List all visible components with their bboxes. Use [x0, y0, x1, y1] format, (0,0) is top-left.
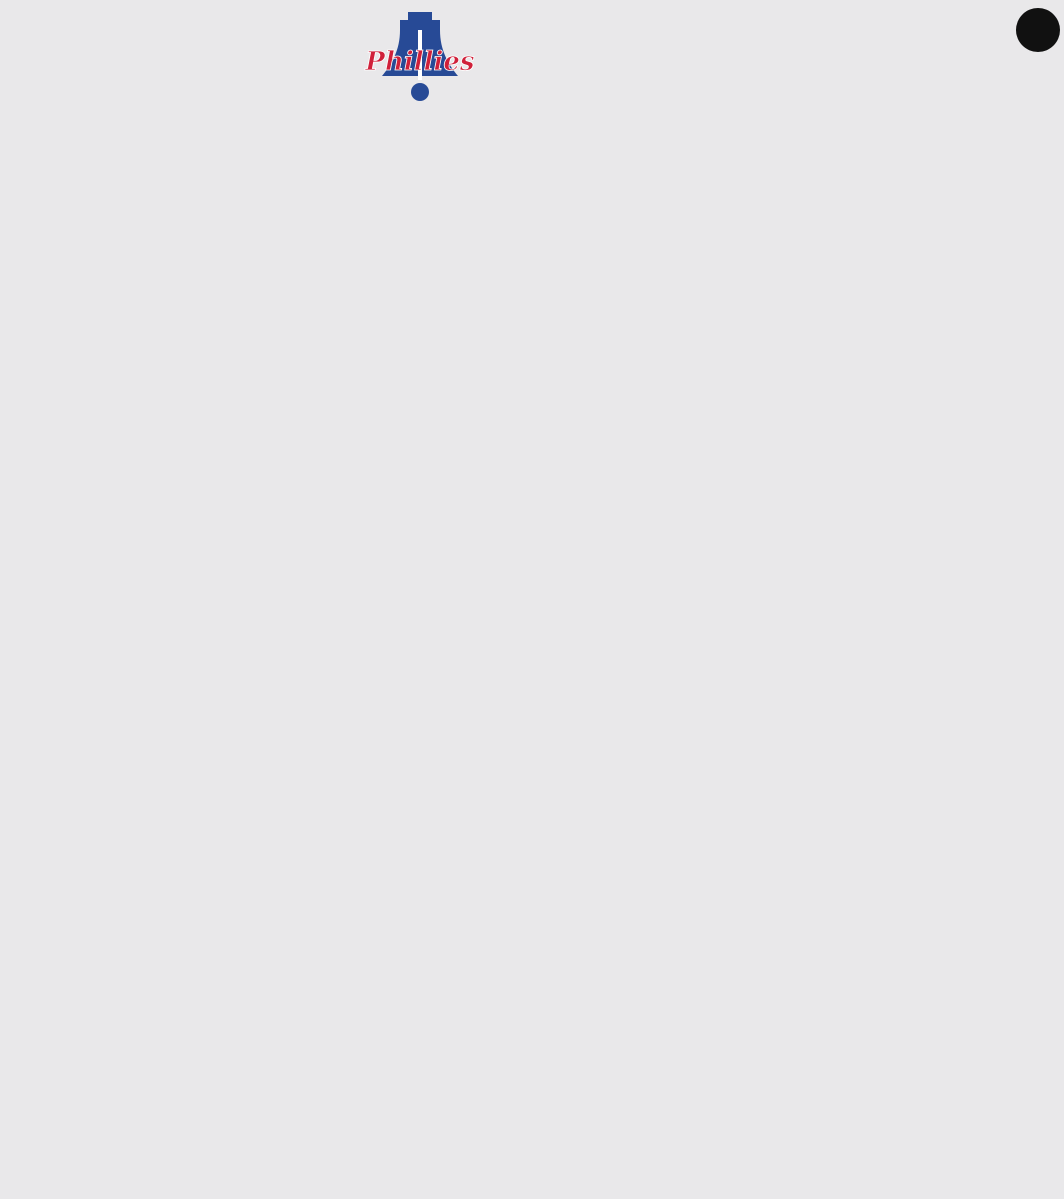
svg-text:Phillies: Phillies	[365, 47, 475, 77]
